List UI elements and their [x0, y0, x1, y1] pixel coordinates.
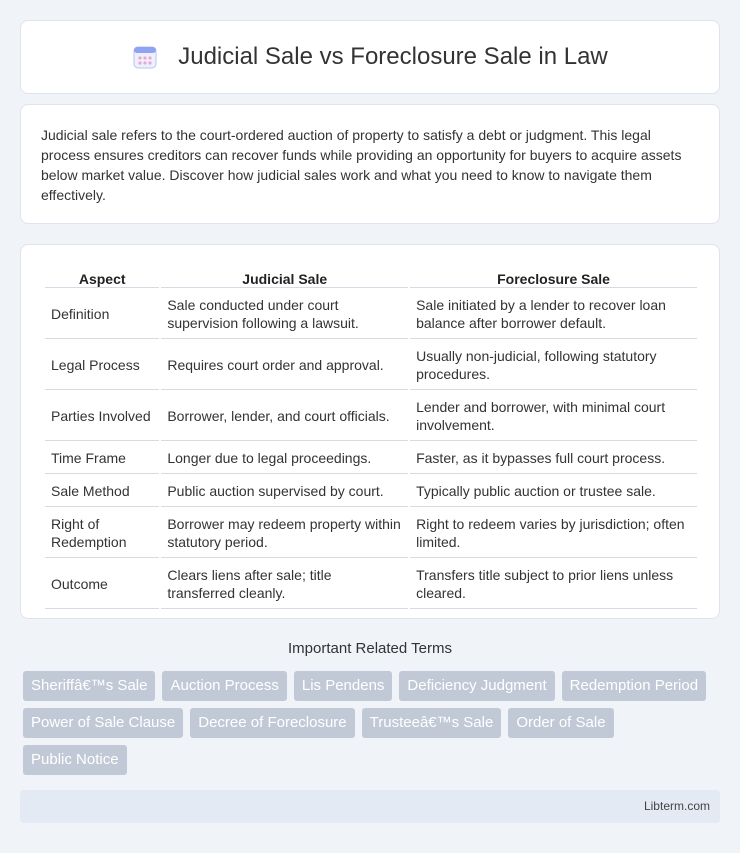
term-tag[interactable]: Lis Pendens: [294, 671, 393, 701]
term-tag[interactable]: Deficiency Judgment: [399, 671, 554, 701]
title-card: [20, 20, 720, 94]
footer: [20, 790, 720, 823]
term-tag[interactable]: Order of Sale: [508, 708, 613, 738]
comparison-table: [43, 265, 699, 611]
table-row: [45, 509, 697, 558]
row-foreclosure: Usually non-judicial, following statutory procedures.: [410, 341, 697, 390]
header-aspect: Aspect: [45, 267, 159, 288]
term-tag[interactable]: Sheriffâ€™s Sale: [23, 671, 155, 701]
row-foreclosure: Transfers title subject to prior liens unless cleared.: [410, 560, 697, 609]
term-tag[interactable]: Redemption Period: [562, 671, 706, 701]
table-row: [45, 341, 697, 390]
related-terms-title: Important Related Terms: [288, 640, 452, 657]
footer-brand-link[interactable]: Libterm.com: [643, 799, 710, 813]
calendar-icon: [132, 44, 158, 70]
row-judicial: Public auction supervised by court.: [161, 476, 408, 507]
term-tag[interactable]: Auction Process: [162, 671, 286, 701]
intro-card: [20, 104, 720, 224]
row-aspect: Outcome: [45, 560, 159, 609]
row-aspect: Right of Redemption: [45, 509, 159, 558]
page-title: Judicial Sale vs Foreclosure Sale in Law: [178, 43, 608, 70]
term-tag[interactable]: Power of Sale Clause: [23, 708, 183, 738]
table-row: [45, 560, 697, 609]
term-tag[interactable]: Trusteeâ€™s Sale: [362, 708, 502, 738]
row-aspect: Legal Process: [45, 341, 159, 390]
row-foreclosure: Sale initiated by a lender to recover loan balance after borrower default.: [410, 290, 697, 339]
row-foreclosure: Faster, as it bypasses full court process.: [410, 443, 697, 474]
row-foreclosure: Typically public auction or trustee sale.: [410, 476, 697, 507]
row-aspect: Time Frame: [45, 443, 159, 474]
table-row: [45, 290, 697, 339]
term-tag[interactable]: Public Notice: [23, 745, 127, 775]
related-terms-list: [23, 671, 723, 775]
row-judicial: Sale conducted under court supervision following a lawsuit.: [161, 290, 408, 339]
row-judicial: Borrower, lender, and court officials.: [161, 392, 408, 441]
term-tag[interactable]: Decree of Foreclosure: [190, 708, 354, 738]
comparison-card: [20, 244, 720, 619]
row-aspect: Sale Method: [45, 476, 159, 507]
table-row: [45, 392, 697, 441]
table-header-row: [45, 267, 697, 288]
row-foreclosure: Right to redeem varies by jurisdiction; often limited.: [410, 509, 697, 558]
row-foreclosure: Lender and borrower, with minimal court involvement.: [410, 392, 697, 441]
row-aspect: Parties Involved: [45, 392, 159, 441]
row-judicial: Requires court order and approval.: [161, 341, 408, 390]
row-judicial: Borrower may redeem property within statutory period.: [161, 509, 408, 558]
row-aspect: Definition: [45, 290, 159, 339]
intro-text: Judicial sale refers to the court-ordered auction of property to satisfy a debt or judgment. This legal process ensures creditors can recover funds while providing an opportunity for buyers to acquire assets below market value. Discover how judicial sales work and what you need to know to navigate them effectively.: [41, 127, 682, 203]
table-row: [45, 443, 697, 474]
table-row: [45, 476, 697, 507]
header-judicial-sale: Judicial Sale: [161, 267, 408, 288]
header-foreclosure-sale: Foreclosure Sale: [410, 267, 697, 288]
row-judicial: Longer due to legal proceedings.: [161, 443, 408, 474]
row-judicial: Clears liens after sale; title transferred cleanly.: [161, 560, 408, 609]
